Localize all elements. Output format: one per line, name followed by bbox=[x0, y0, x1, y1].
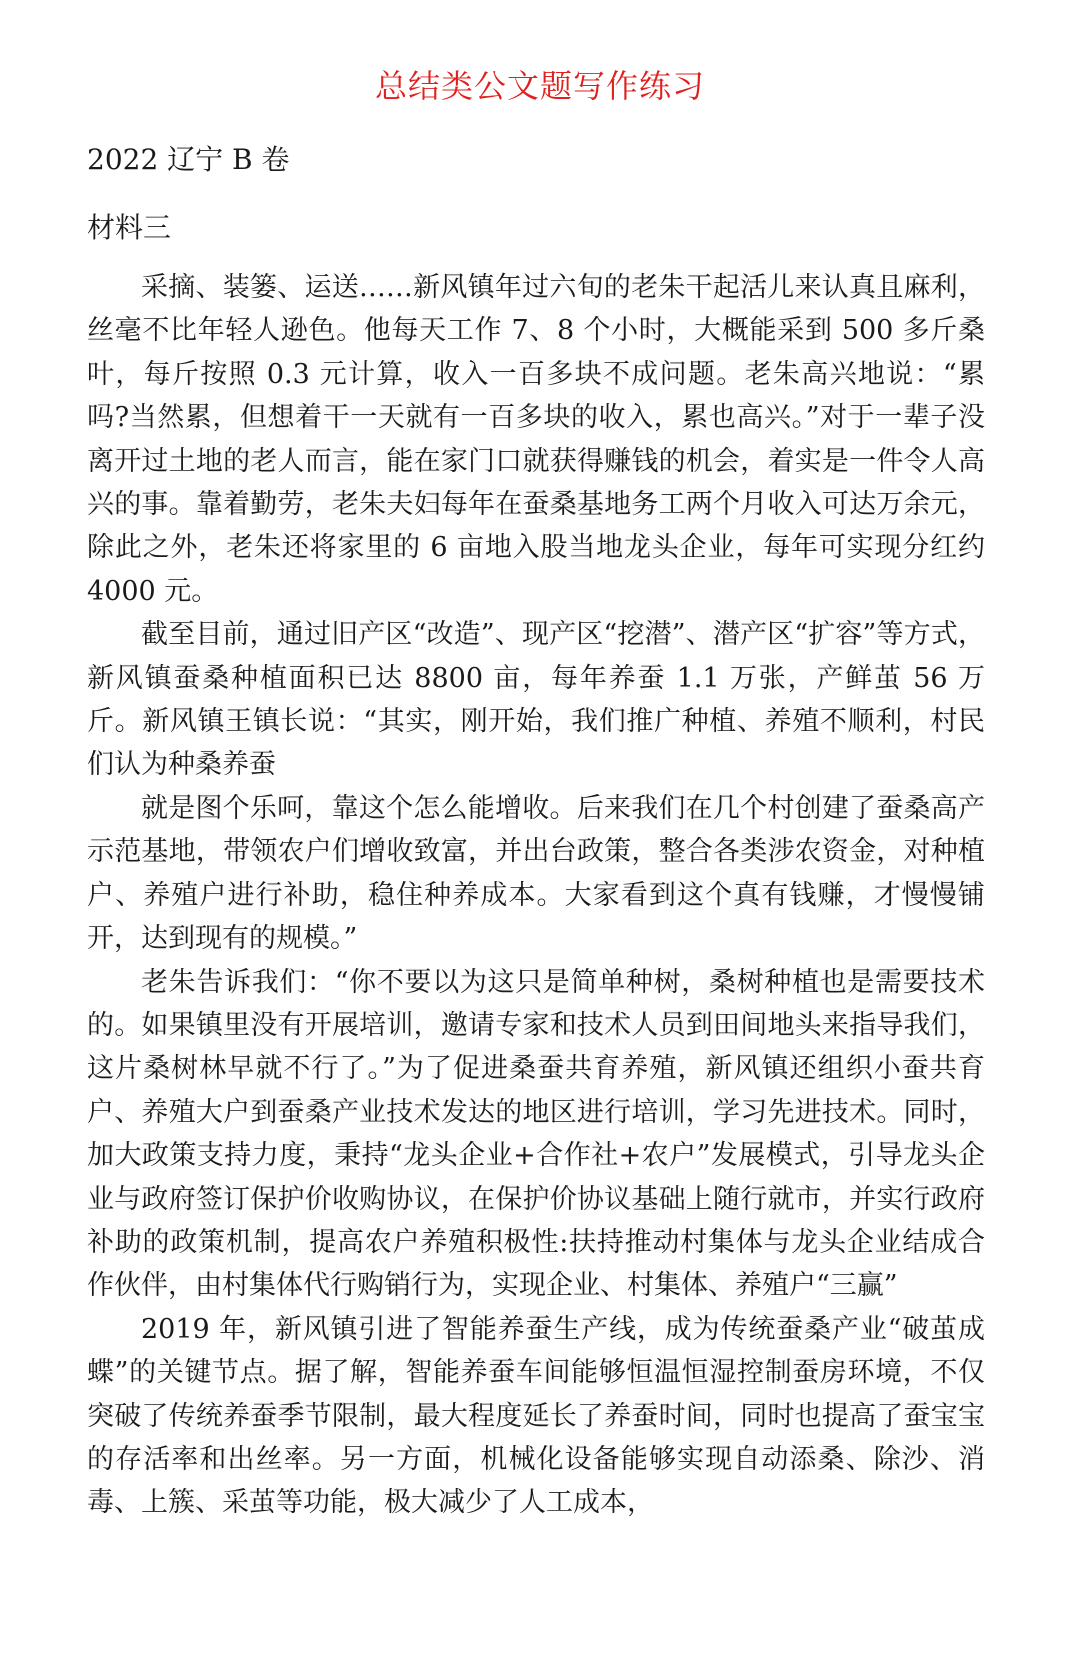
paragraph-4: 老朱告诉我们：“你不要以为这只是简单种树，桑树种植也是需要技术的。如果镇里没有开展培训，邀请专家和技术人员到田间地头来指导我们，这片桑树林早就不行了。”为了促进桑蚕共育养殖，新风镇还组织小蚕共育户、养殖大户到蚕桑产业技术发达的地区进行培训，学习先进技术。同时，加大政策支持力度，秉持“龙头企业+合作社+农户”发展模式，引导龙头企业与政府签订保护价收购协议，在保护价协议基础上随行就市，并实行政府补助的政策机制，提高农户养殖积极性:扶持推动村集体与龙头企业结成合作伙伴，由村集体代行购销行为，实现企业、村集体、养殖户“三赢” bbox=[87, 966, 985, 1302]
paragraph-5: 2019 年，新风镇引进了智能养蚕生产线，成为传统蚕桑产业“破茧成蝶”的关键节点。据了解，智能养蚕车间能够恒温恒湿控制蚕房环境，不仅突破了传统养蚕季节限制，最大程度延长了养蚕时间，同时也提高了蚕宝宝的存活率和出丝率。另一方面，机械化设备能够实现自动添桑、除沙、消毒、上簇、采茧等功能，极大减少了人工成本， bbox=[87, 1313, 985, 1519]
paragraph-3: 就是图个乐呵，靠这个怎么能增收。后来我们在几个村创建了蚕桑高产示范基地，带领农户们增收致富，并出台政策，整合各类涉农资金，对种植户、养殖户进行补助，稳住种养成本。大家看到这个真有钱赚，才慢慢铺开，达到现有的规模。” bbox=[87, 792, 985, 955]
exam-label: 2022 辽宁 B 卷 bbox=[87, 143, 290, 176]
paragraph-2: 截至目前，通过旧产区“改造”、现产区“挖潜”、潜产区“扩容”等方式，新风镇蚕桑种植面积已达 8800 亩，每年养蚕 1.1 万张，产鲜茧 56 万斤。新风镇王镇长说：“其实，刚开始，我们推广种植、养殖不顺利，村民们认为种桑养蚕 bbox=[87, 619, 985, 781]
material-body bbox=[87, 266, 985, 1525]
material-label: 材料三 bbox=[87, 211, 172, 244]
paragraph-1: 采摘、装篓、运送……新风镇年过六旬的老朱干起活儿来认真且麻利，丝毫不比年轻人逊色。他每天工作 7、8 个小时，大概能采到 500 多斤桑叶，每斤按照 0.3 元计算，收入一百多块不成问题。老朱高兴地说：“累吗?当然累，但想着干一天就有一百多块的收入，累也高兴。”对于一辈子没离开过土地的老人而言，能在家门口就获得赚钱的机会，着实是一件令人高兴的事。靠着勤劳，老朱夫妇每年在蚕桑基地务工两个月收入可达万余元，除此之外，老朱还将家里的 6 亩地入股当地龙头企业，每年可实现分红约 4000 元。 bbox=[87, 272, 985, 607]
document-title: 总结类公文题写作练习 bbox=[374, 67, 705, 105]
